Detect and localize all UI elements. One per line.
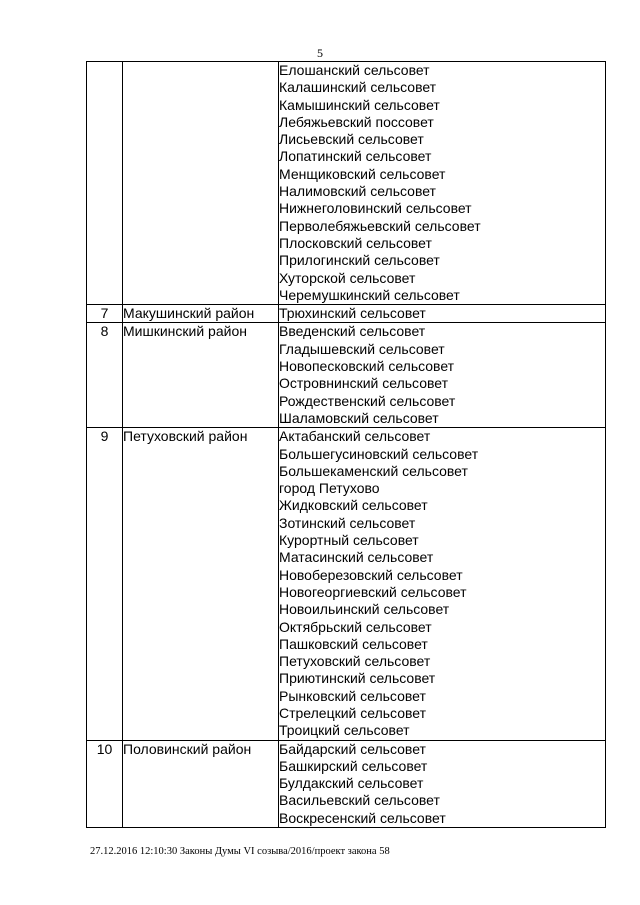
council-name: Рынковский сельсовет [279, 687, 426, 704]
council-name: Васильевский сельсовет [279, 792, 440, 809]
council-name: Новопесковский сельсовет [279, 358, 455, 375]
council-name: Башкирский сельсовет [279, 757, 428, 774]
council-name: Калашинский сельсовет [279, 79, 437, 96]
row-number: 10 [87, 740, 123, 827]
councils-list [279, 62, 606, 305]
table-row [87, 62, 606, 305]
row-number: 7 [87, 305, 123, 323]
district-name [123, 62, 279, 305]
districts-table-body [87, 62, 606, 828]
council-name: Камышинский сельсовет [279, 96, 440, 113]
council-name: Новоберезовский сельсовет [279, 566, 463, 583]
row-number: 9 [87, 428, 123, 740]
council-name: Елошанский сельсовет [279, 62, 430, 78]
council-name: Зотинский сельсовет [279, 514, 416, 531]
district-name: Макушинский район [123, 305, 279, 323]
row-number: 8 [87, 323, 123, 428]
council-name: Курортный сельсовет [279, 532, 419, 549]
council-name: Лопатинский сельсовет [279, 148, 432, 165]
councils-list [279, 323, 606, 428]
council-name: Троицкий сельсовет [279, 722, 410, 739]
councils-list [279, 305, 606, 323]
council-name: Петуховский сельсовет [279, 653, 431, 670]
council-name: Хуторской сельсовет [279, 269, 416, 286]
council-name: Стрелецкий сельсовет [279, 704, 426, 721]
table-row [87, 740, 606, 827]
council-name: Актабанский сельсовет [279, 428, 431, 445]
district-name: Мишкинский район [123, 323, 279, 428]
council-name: Шаламовский сельсовет [279, 409, 439, 426]
council-name: Приютинский сельсовет [279, 670, 436, 687]
table-row [87, 323, 606, 428]
council-name: Перволебяжьевский сельсовет [279, 217, 481, 234]
council-name: Прилогинский сельсовет [279, 252, 440, 269]
council-name: Байдарский сельсовет [279, 740, 426, 757]
council-name: Трюхинский сельсовет [279, 305, 426, 322]
footer-path: 27.12.2016 12:10:30 Законы Думы VI созыва/2016/проект закона 58 [90, 846, 390, 857]
council-name: город Петухово [279, 480, 380, 497]
row-number [87, 62, 123, 305]
council-name: Пашковский сельсовет [279, 635, 428, 652]
council-name: Гладышевский сельсовет [279, 340, 445, 357]
council-name: Введенский сельсовет [279, 323, 426, 340]
council-name: Лисьевский сельсовет [279, 131, 424, 148]
district-name: Петуховский район [123, 428, 279, 740]
council-name: Большекаменский сельсовет [279, 462, 468, 479]
council-name: Нижнеголовинский сельсовет [279, 200, 472, 217]
councils-list [279, 428, 606, 740]
council-name: Лебяжьевский поссовет [279, 113, 434, 130]
council-name: Воскресенский сельсовет [279, 809, 446, 826]
council-name: Октябрьский сельсовет [279, 618, 432, 635]
council-name: Большегусиновский сельсовет [279, 445, 479, 462]
table-row [87, 305, 606, 323]
table-row [87, 428, 606, 740]
council-name: Менщиковский сельсовет [279, 165, 446, 182]
council-name: Новогеоргиевский сельсовет [279, 583, 467, 600]
districts-table [86, 61, 606, 828]
council-name: Налимовский сельсовет [279, 183, 436, 200]
council-name: Черемушкинский сельсовет [279, 286, 460, 303]
council-name: Островнинский сельсовет [279, 375, 448, 392]
council-name: Новоильинский сельсовет [279, 601, 450, 618]
councils-list [279, 740, 606, 827]
council-name: Рождественский сельсовет [279, 392, 456, 409]
council-name: Плосковский сельсовет [279, 234, 432, 251]
district-name: Половинский район [123, 740, 279, 827]
page-number: 5 [317, 46, 323, 60]
council-name: Жидковский сельсовет [279, 497, 428, 514]
council-name: Булдакский сельсовет [279, 775, 424, 792]
council-name: Матасинский сельсовет [279, 549, 434, 566]
